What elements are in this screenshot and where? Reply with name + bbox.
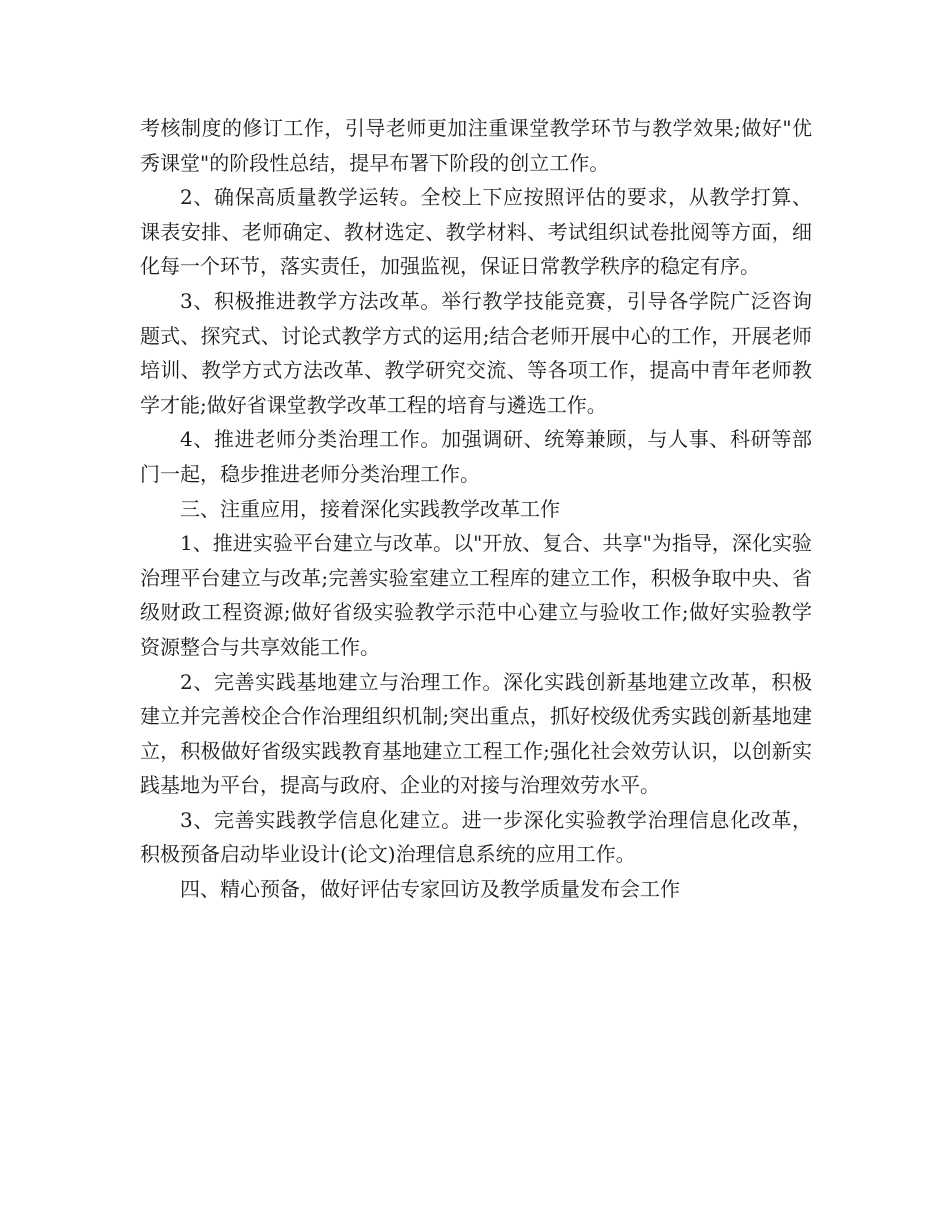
section-heading-evaluation: 四、精心预备，做好评估专家回访及教学质量发布会工作 xyxy=(180,877,680,902)
paragraph-informatization: 3、完善实践教学信息化建立。进一步深化实验教学治理信息化改革，积极预备启动毕业设计(论文)治理信息系统的应用工作。 xyxy=(140,807,812,867)
paragraph-practice-base: 2、完善实践基地建立与治理工作。深化实践创新基地建立改革，积极建立并完善校企合作治理组织机制;突出重点，抓好校级优秀实践创新基地建立，积极做好省级实践教育基地建立工程工作;强化社会效劳认识，以创新实践基地为平台，提高与政府、企业的对接与治理效劳水平。 xyxy=(140,669,812,798)
section-heading-practice-teaching: 三、注重应用，接着深化实践教学改革工作 xyxy=(180,496,560,521)
document-body xyxy=(140,111,812,907)
paragraph-teaching-method-reform: 3、积极推进教学方法改革。举行教学技能竞赛，引导各学院广泛咨询题式、探究式、讨论式教学方式的运用;结合老师开展中心的工作，开展老师培训、教学方式方法改革、教学研究交流、等各项工作，提高中青年老师教学才能;做好省课堂教学改革工程的培育与遴选工作。 xyxy=(140,288,812,417)
paragraph-teacher-classification: 4、推进老师分类治理工作。加强调研、统筹兼顾，与人事、科研等部门一起，稳步推进老师分类治理工作。 xyxy=(140,427,812,486)
paragraph-lab-platform: 1、推进实验平台建立与改革。以"开放、复合、共享"为指导，深化实验治理平台建立与改革;完善实验室建立工程库的建立工作，积极争取中央、省级财政工程资源;做好省级实验教学示范中心建立与验收工作;做好实验教学资源整合与共享效能工作。 xyxy=(140,531,812,659)
paragraph-assessment-revision: 考核制度的修订工作，引导老师更加注重课堂教学环节与教学效果;做好"优秀课堂"的阶段性总结，提早布署下阶段的创立工作。 xyxy=(140,116,812,175)
paragraph-teaching-quality: 2、确保高质量教学运转。全校上下应按照评估的要求，从教学打算、课表安排、老师确定、教材选定、教学材料、考试组织试卷批阅等方面，细化每一个环节，落实责任，加强监视，保证日常教学秩序的稳定有序。 xyxy=(140,185,812,279)
